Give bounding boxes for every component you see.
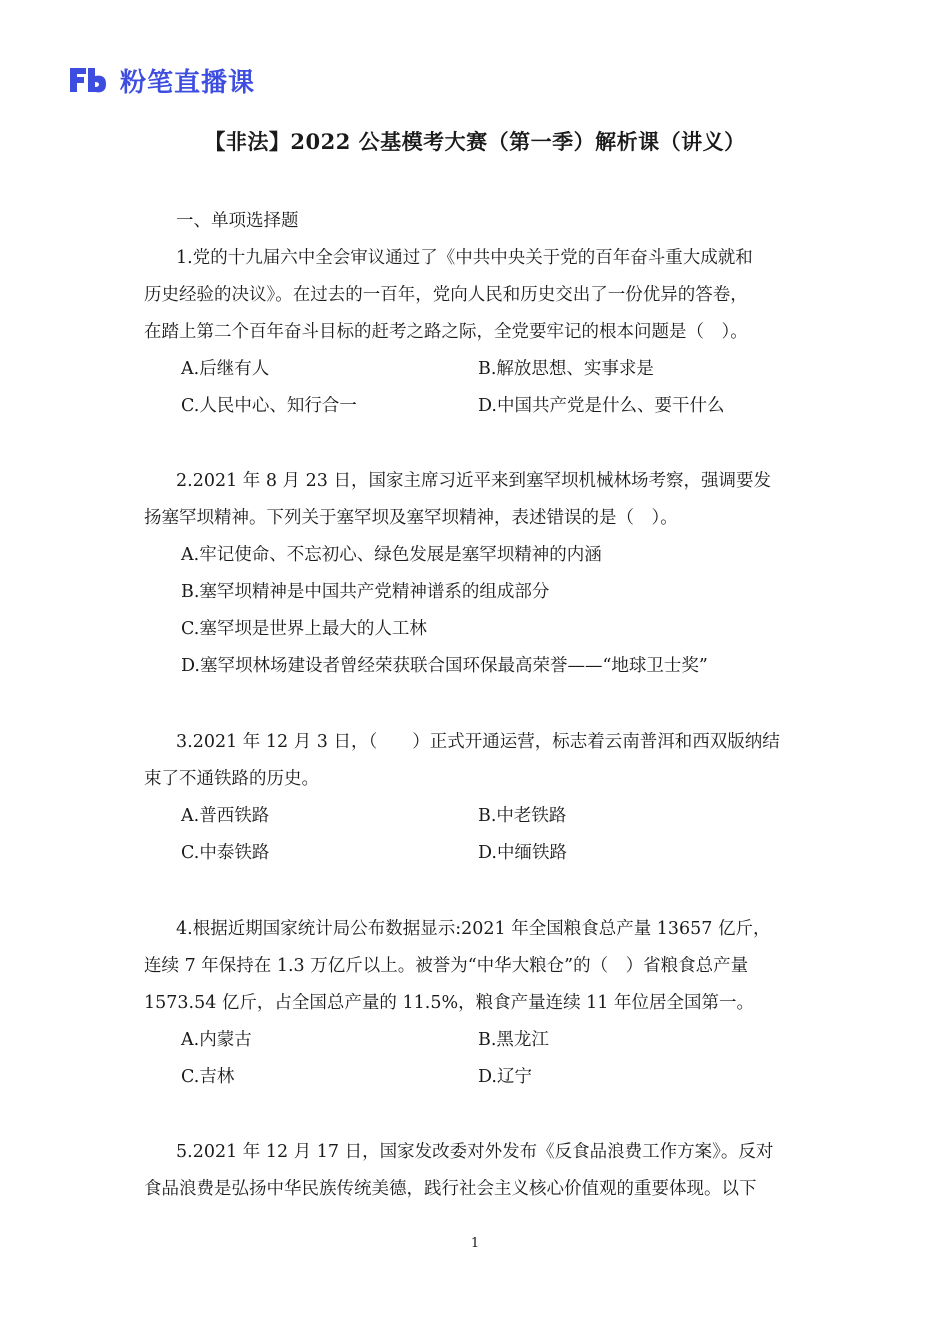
q1-option-b: B.解放思想、实事求是	[478, 359, 654, 379]
q2-stem-line-2: 扬塞罕坝精神。下列关于塞罕坝及塞罕坝精神，表述错误的是（ ）。	[144, 508, 678, 528]
q4-option-a: A.内蒙古	[181, 1030, 252, 1050]
q3-option-d: D.中缅铁路	[478, 843, 567, 863]
q1-option-a: A.后继有人	[181, 359, 270, 379]
q1-option-d: D.中国共产党是什么、要干什么	[478, 396, 725, 416]
q3-option-a: A.普西铁路	[181, 806, 270, 826]
q5-stem-line-2: 食品浪费是弘扬中华民族传统美德，践行社会主义核心价值观的重要体现。以下	[144, 1179, 757, 1199]
q2-option-d: D.塞罕坝林场建设者曾经荣获联合国环保最高荣誉——“地球卫士奖”	[181, 656, 708, 676]
q4-option-d: D.辽宁	[478, 1067, 532, 1087]
q1-stem-line-3: 在踏上第二个百年奋斗目标的赶考之路之际，全党要牢记的根本问题是（ ）。	[144, 322, 748, 342]
q5-stem-line-1: 5.2021 年 12 月 17 日，国家发改委对外发布《反食品浪费工作方案》。反对	[176, 1142, 774, 1162]
q1-option-c: C.人民中心、知行合一	[181, 396, 357, 416]
q2-option-b: B.塞罕坝精神是中国共产党精神谱系的组成部分	[181, 582, 550, 602]
q4-stem-line-2: 连续 7 年保持在 1.3 万亿斤以上。被誉为“中华大粮仓”的（ ）省粮食总产量	[144, 956, 749, 976]
q1-stem-line-1: 1.党的十九届六中全会审议通过了《中共中央关于党的百年奋斗重大成就和	[176, 248, 753, 268]
q2-stem-line-1: 2.2021 年 8 月 23 日，国家主席习近平来到塞罕坝机械林场考察，强调要发	[176, 471, 771, 491]
section-heading: 一、单项选择题	[176, 211, 299, 231]
q1-stem-line-2: 历史经验的决议》。在过去的一百年，党向人民和历史交出了一份优异的答卷，	[144, 285, 748, 305]
document-title: 【非法】2022 公基模考大赛（第一季）解析课（讲义）	[204, 129, 746, 154]
q4-stem-line-3: 1573.54 亿斤，占全国总产量的 11.5%，粮食产量连续 11 年位居全国第一。	[144, 993, 754, 1013]
q4-option-b: B.黑龙江	[478, 1030, 549, 1050]
q2-option-c: C.塞罕坝是世界上最大的人工林	[181, 619, 427, 639]
brand-text: 粉笔直播课	[120, 67, 256, 98]
page-number: 1	[470, 1236, 480, 1251]
q4-option-c: C.吉林	[181, 1067, 235, 1087]
q3-option-c: C.中泰铁路	[181, 843, 270, 863]
q3-stem-line-2: 束了不通铁路的历史。	[144, 769, 319, 789]
q4-stem-line-1: 4.根据近期国家统计局公布数据显示:2021 年全国粮食总产量 13657 亿斤，	[176, 919, 771, 939]
q2-option-a: A.牢记使命、不忘初心、绿色发展是塞罕坝精神的内涵	[181, 545, 602, 565]
q3-option-b: B.中老铁路	[478, 806, 567, 826]
q3-stem-line-1: 3.2021 年 12 月 3 日，（ ）正式开通运营，标志着云南普洱和西双版纳结	[176, 732, 780, 752]
